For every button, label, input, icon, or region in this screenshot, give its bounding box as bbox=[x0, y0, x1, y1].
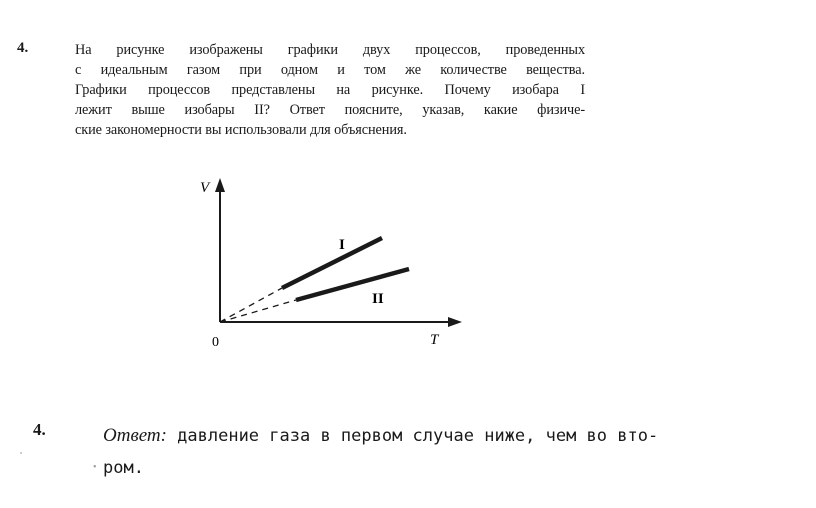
problem-line: На рисунке изображены графики двух процессов, проведенных bbox=[75, 42, 585, 58]
y-axis-label: V bbox=[200, 180, 210, 196]
isobar-I-label: I bbox=[339, 237, 345, 253]
answer-line-2: ром. bbox=[103, 458, 144, 478]
x-axis-arrow bbox=[448, 317, 462, 327]
scan-artifact-dot: • bbox=[93, 462, 97, 473]
isobar-figure bbox=[180, 170, 470, 360]
problem-line: лежит выше изобары II? Ответ поясните, указав, какие физиче- bbox=[75, 102, 585, 118]
answer-line-1 bbox=[103, 420, 723, 452]
y-axis-arrow bbox=[215, 178, 225, 192]
isobar-I-dashed bbox=[220, 288, 282, 322]
isobar-II-dashed bbox=[220, 300, 296, 322]
answer-text bbox=[103, 420, 723, 484]
answer-number: 4. bbox=[33, 420, 46, 439]
problem-line: Графики процессов представлены на рисунке. Почему изобара I bbox=[75, 82, 585, 98]
problem-line: ские закономерности вы использовали для объяснения. bbox=[75, 122, 407, 138]
answer-line-1-text: давление газа в первом случае ниже, чем во вто- bbox=[166, 426, 659, 446]
problem-number: 4. bbox=[17, 40, 29, 56]
x-axis-label: T bbox=[430, 332, 439, 348]
scan-artifact-speck bbox=[20, 452, 22, 454]
isobar-II-label: II bbox=[372, 291, 384, 307]
problem-text bbox=[75, 40, 585, 140]
problem-line: с идеальным газом при одном и том же количестве вещества. bbox=[75, 62, 585, 78]
answer-label: Ответ: bbox=[103, 425, 167, 446]
origin-label: 0 bbox=[212, 335, 219, 350]
